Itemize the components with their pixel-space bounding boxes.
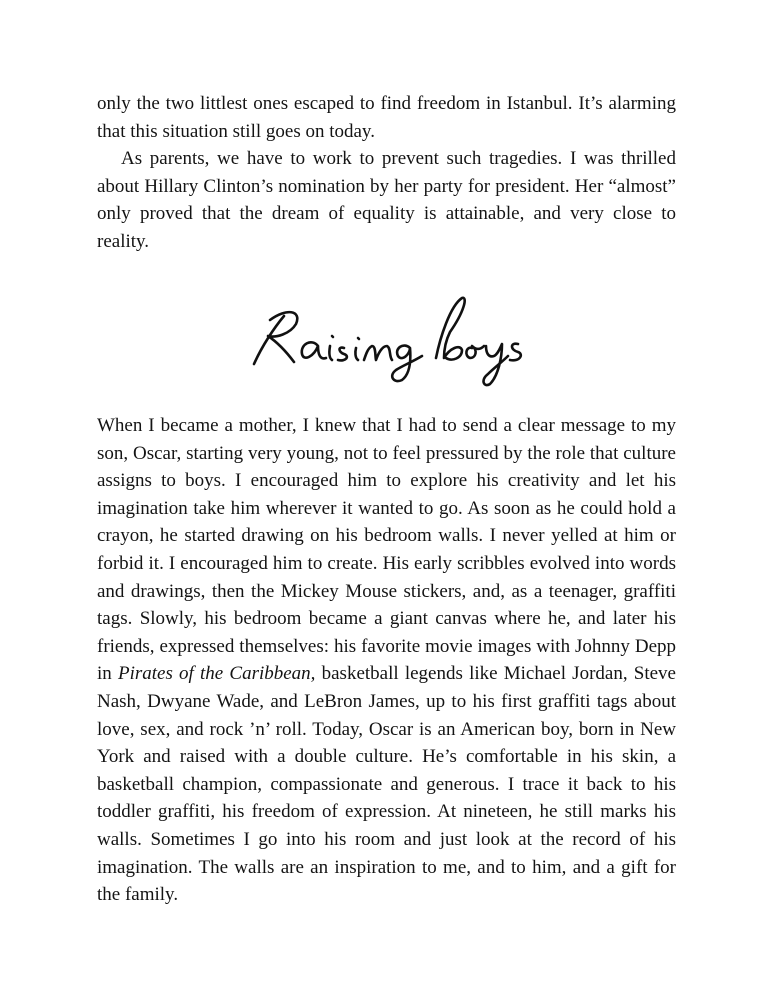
- paragraph-text-part1: When I became a mother, I knew that I had to send a clear message to my son, Oscar, starting very young, not to feel pressured by the role that culture assigns to boys. I encouraged him to explore his creativity and let his imagination take him wherever it wanted to go. As soon as he could hold a crayon, he started drawing on his bedroom walls. I never yelled at him or forbid it. I encouraged him to create. His early scribbles evolved into words and drawings, then the Mickey Mouse stickers, and, as a teenager, graffiti tags. Slowly, his bedroom became a giant canvas where he, and later his friends, expressed themselves: his favorite movie images with Johnny Depp in: [97, 415, 676, 685]
- heading-letter-b: [436, 298, 465, 360]
- heading-letter-o: [466, 346, 484, 358]
- handwritten-heading-graphic: [240, 288, 540, 388]
- paragraph-continued: only the two littlest ones escaped to find freedom in Istanbul. It’s alarming that this situation still goes on today.: [97, 93, 676, 142]
- heading-letter-s-2: [510, 344, 521, 361]
- heading-letter-y: [484, 344, 508, 385]
- opening-text-block: [97, 90, 676, 256]
- paragraph-raising-boys: [97, 412, 676, 909]
- heading-letter-a: [302, 342, 326, 358]
- heading-letter-r: [254, 312, 297, 364]
- heading-letter-n: [364, 346, 392, 360]
- paragraph-text-part2: basketball legends like Michael Jordan, Steve Nash, Dwyane Wade, and LeBron James, up to his first graffiti tags about love, sex, and rock ’n’ roll. Today, Oscar is an American boy, born in New York and raised with a double culture. He’s comfortable in his skin, a basketball champion, compassionate and generous. I trace it back to his toddler graffiti, his freedom of expression. At nineteen, he still marks his walls. Sometimes I go into his room and just look at the record of his imagination. The walls are an inspiration to me, and to him, and a gift for the family.: [97, 663, 676, 906]
- paragraph-parents: As parents, we have to work to prevent such tragedies. I was thrilled about Hillary Clinton’s nomination by her party for president. Her “almost” only proved that the dream of equality is attainable, and very close to reality.: [97, 148, 676, 252]
- heading-letter-s: [338, 348, 347, 361]
- heading-letter-g: [392, 346, 422, 382]
- movie-title-italic: Pirates of the Caribbean,: [117, 663, 316, 685]
- section-heading: [240, 288, 540, 388]
- main-text-block: [97, 412, 676, 909]
- heading-letter-i-2: [355, 338, 359, 360]
- heading-letter-i: [329, 336, 333, 360]
